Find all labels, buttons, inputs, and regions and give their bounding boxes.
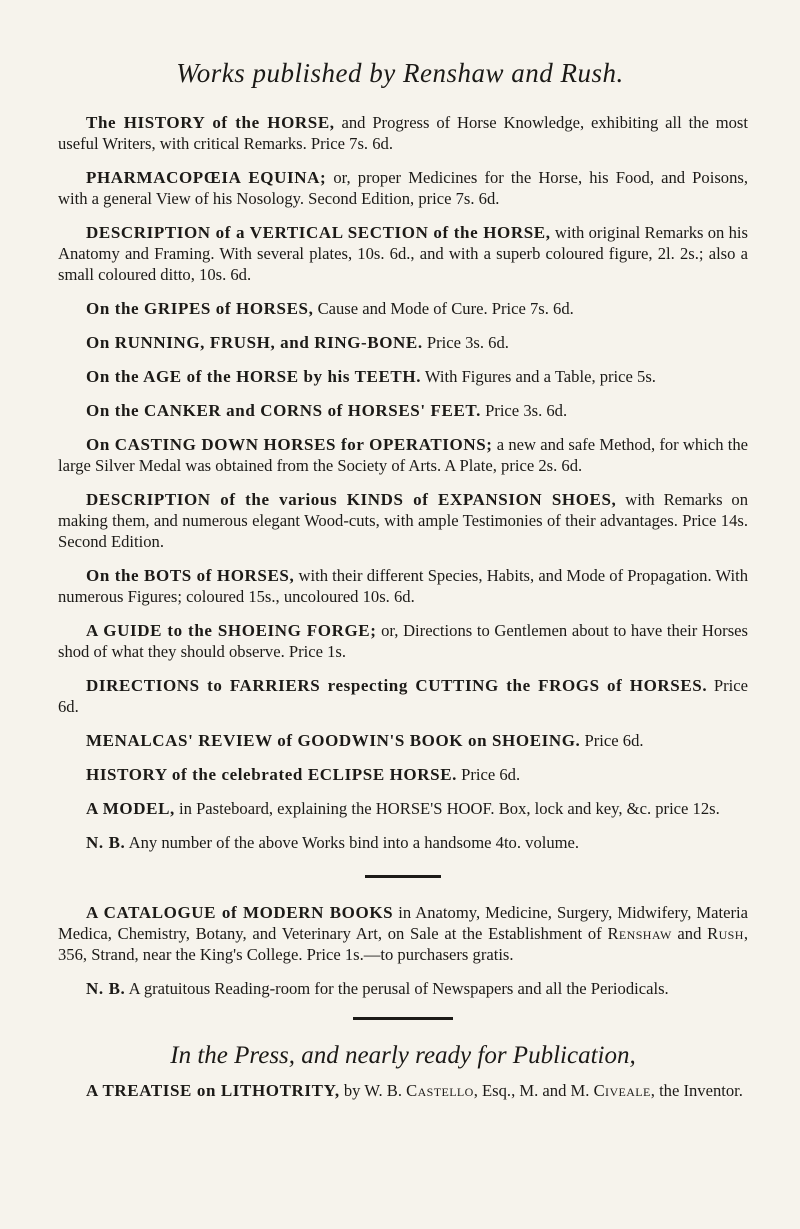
entry: HISTORY of the celebrated ECLIPSE HORSE. Price 6d.: [86, 765, 521, 784]
entry: A MODEL, in Pasteboard, explaining the HORSE'S HOOF. Box, lock and key, &c. price 12s.: [86, 799, 720, 818]
nota-bene: N. B. Any number of the above Works bind into a handsome 4to. volume.: [86, 833, 580, 852]
entry: MENALCAS' REVIEW of GOODWIN'S BOOK on SHOEING. Price 6d.: [86, 731, 644, 750]
entry: On CASTING DOWN HORSES for OPERATIONS; a new and safe Method, for which the large Silver Medal was obtained from the Society of Arts. A Plate, price 2s. 6d.: [58, 435, 748, 475]
entry: On the CANKER and CORNS of HORSES' FEET. Price 3s. 6d.: [86, 401, 568, 420]
entry: PHARMACOPŒIA EQUINA; or, proper Medicines for the Horse, his Food, and Poisons, with a general View of his Nosology. Second Edition, price 7s. 6d.: [58, 168, 748, 208]
catalogue-entry: A CATALOGUE of MODERN BOOKS in Anatomy, Medicine, Surgery, Midwifery, Materia Medica, Chemistry, Botany, and Veterinary Art, on Sale at the Establishment of Renshaw and Rush, 356, Strand, near the King's College. Price 1s.—to purchasers gratis.: [58, 903, 748, 964]
entry: A GUIDE to the SHOEING FORGE; or, Directions to Gentlemen about to have their Horses shod of what they should observe. Price 1s.: [58, 621, 748, 661]
entry: The HISTORY of the HORSE, and Progress of Horse Knowledge, exhibiting all the most useful Writers, with critical Remarks. Price 7s. 6d.: [58, 113, 748, 153]
treatise-entry: A TREATISE on LITHOTRITY, by W. B. Castello, Esq., M. and M. Civeale, the Inventor.: [86, 1081, 743, 1100]
entry: On the AGE of the HORSE by his TEETH. With Figures and a Table, price 5s.: [86, 367, 656, 386]
entries-list: [58, 112, 748, 1101]
entry: On the GRIPES of HORSES, Cause and Mode of Cure. Price 7s. 6d.: [86, 299, 574, 318]
reading-room-note: N. B. A gratuitous Reading-room for the perusal of Newspapers and all the Periodicals.: [86, 979, 669, 998]
entry: DIRECTIONS to FARRIERS respecting CUTTING the FROGS of HORSES. Price 6d.: [58, 676, 748, 716]
entry: On the BOTS of HORSES, with their different Species, Habits, and Mode of Propagation. With numerous Figures; coloured 15s., uncoloured 10s. 6d.: [58, 566, 749, 606]
entry: DESCRIPTION of the various KINDS of EXPANSION SHOES, with Remarks on making them, and numerous elegant Wood-cuts, with ample Testimonies of their advantages. Price 14s. Second Edition.: [58, 490, 748, 551]
entry: On RUNNING, FRUSH, and RING-BONE. Price 3s. 6d.: [86, 333, 509, 352]
divider-rule: [353, 1017, 453, 1020]
page-header: Works published by Renshaw and Rush.: [176, 58, 624, 88]
press-heading: In the Press, and nearly ready for Publication,: [170, 1042, 636, 1069]
entry: DESCRIPTION of a VERTICAL SECTION of the HORSE, with original Remarks on his Anatomy and Framing. With several plates, 10s. 6d., and with a superb coloured figure, 2l. 2s.; also a small coloured ditto, 10s. 6d.: [58, 223, 748, 284]
divider-rule: [365, 875, 441, 878]
